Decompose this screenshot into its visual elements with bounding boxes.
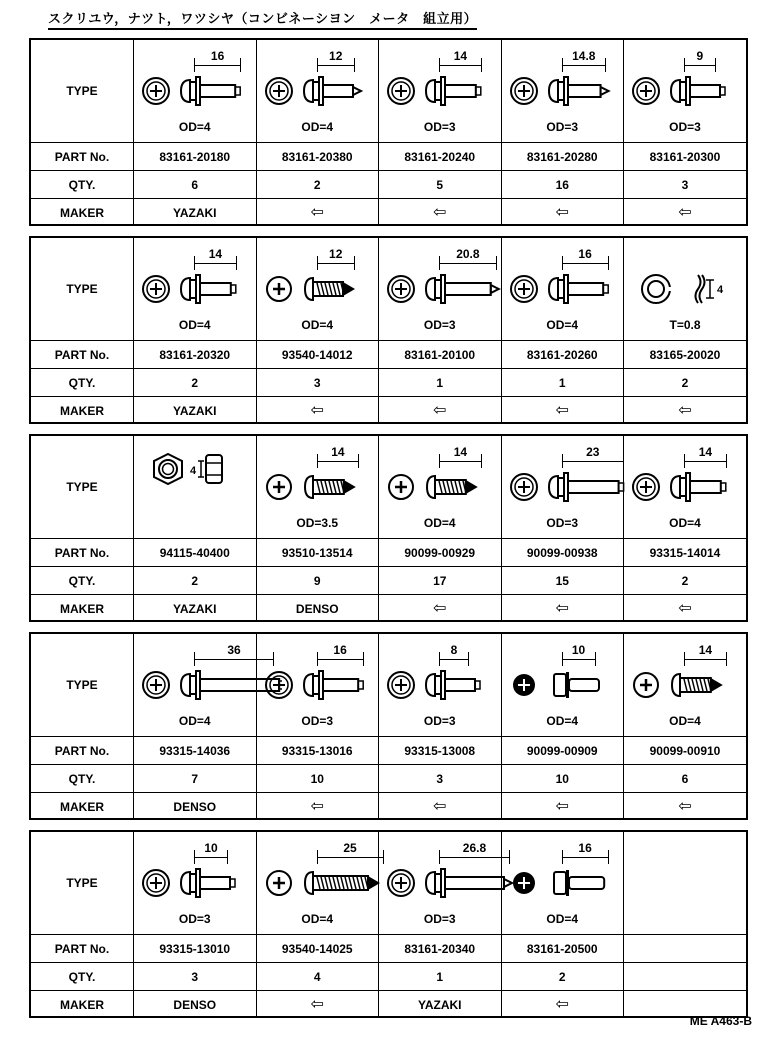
quantity: 16: [501, 171, 624, 199]
parts-table-block: [29, 830, 748, 1018]
length-value: 16: [333, 643, 347, 657]
length-value: 10: [571, 643, 586, 657]
length-dimension: [317, 842, 384, 864]
length-dimension: [194, 248, 237, 270]
quantity: 17: [379, 567, 502, 595]
part-no-label: PART No.: [31, 143, 134, 171]
same-as-left-arrow-icon: ⇦: [256, 397, 379, 425]
same-as-left-arrow-icon: ⇦: [501, 397, 624, 425]
part-number: 83165-20020: [624, 341, 747, 369]
quantity: 5: [379, 171, 502, 199]
length-value: 16: [578, 247, 592, 261]
size-spec: OD=4: [301, 912, 334, 926]
size-spec: OD=4: [669, 714, 701, 728]
length-dimension: [317, 446, 360, 468]
part-number: 90099-00909: [501, 737, 624, 765]
parts-table-block: [29, 236, 748, 424]
part-number: 83161-20180: [134, 143, 257, 171]
quantity: 2: [256, 171, 379, 199]
quantity: 2: [624, 369, 747, 397]
quantity: 9: [256, 567, 379, 595]
type-cell: [134, 40, 257, 143]
part-number: 83161-20300: [624, 143, 747, 171]
screw-washer-icon: [379, 74, 501, 108]
size-spec: OD=3: [423, 120, 456, 134]
part-number: 93315-14036: [134, 737, 257, 765]
quantity: 4: [256, 963, 379, 991]
type-cell: [624, 238, 747, 341]
screw-washer-short-icon: [134, 866, 256, 900]
type-label: TYPE: [31, 40, 134, 143]
length-dimension: [562, 446, 625, 468]
maker-name: DENSO: [134, 991, 257, 1019]
length-dimension: [439, 248, 497, 270]
type-cell: [379, 436, 502, 539]
screw-washer-point-icon: [379, 866, 501, 900]
length-value: 23: [586, 445, 600, 459]
same-as-left-arrow-icon: ⇦: [501, 793, 624, 821]
size-spec: OD=3: [669, 120, 701, 134]
length-value: 10: [204, 841, 218, 855]
length-dimension: [439, 50, 482, 72]
size-spec: OD=3: [178, 912, 211, 926]
quantity: 3: [624, 171, 747, 199]
maker-label: MAKER: [31, 595, 134, 623]
type-cell: [256, 238, 379, 341]
type-cell: [379, 40, 502, 143]
quantity: 2: [501, 963, 624, 991]
same-as-left-arrow-icon: ⇦: [379, 199, 502, 227]
length-dimension: [684, 50, 716, 72]
length-dimension: [562, 50, 607, 72]
part-number: 83161-20320: [134, 341, 257, 369]
part-no-label: PART No.: [31, 341, 134, 369]
screw-washer-icon: [134, 74, 256, 108]
quantity: 10: [501, 765, 624, 793]
part-number: [624, 935, 747, 963]
quantity: 6: [134, 171, 257, 199]
type-label: TYPE: [31, 238, 134, 341]
quantity: 6: [624, 765, 747, 793]
size-spec: OD=3: [301, 714, 334, 728]
length-value: 12: [329, 247, 343, 261]
type-cell: [624, 40, 747, 143]
maker-name: YAZAKI: [134, 397, 257, 425]
type-cell: [501, 436, 624, 539]
part-number: 83161-20380: [256, 143, 379, 171]
part-no-label: PART No.: [31, 539, 134, 567]
part-number: 83161-20100: [379, 341, 502, 369]
screw-washer-short-icon: [624, 74, 746, 108]
maker-name: DENSO: [134, 793, 257, 821]
size-spec: OD=4: [423, 516, 456, 530]
same-as-left-arrow-icon: ⇦: [379, 793, 502, 821]
quantity: 1: [379, 963, 502, 991]
part-no-label: PART No.: [31, 935, 134, 963]
screw-washer-icon: [502, 272, 624, 306]
length-value: 26.8: [462, 841, 487, 855]
length-dimension: [194, 842, 228, 864]
length-value: 20.8: [456, 247, 480, 261]
type-cell: [624, 634, 747, 737]
svg-text:4: 4: [717, 284, 724, 296]
length-value: 16: [578, 841, 592, 855]
part-no-label: PART No.: [31, 737, 134, 765]
size-spec: OD=4: [669, 516, 701, 530]
quantity: [624, 963, 747, 991]
length-dimension: [317, 50, 355, 72]
length-dimension: [562, 248, 609, 270]
type-cell: [501, 832, 624, 935]
maker-name: YAZAKI: [134, 199, 257, 227]
parts-table: [31, 634, 746, 820]
length-dimension: [439, 644, 469, 666]
type-cell: [134, 436, 257, 539]
quantity: 2: [134, 369, 257, 397]
quantity: 3: [379, 765, 502, 793]
type-cell: [379, 634, 502, 737]
part-number: 83161-20500: [501, 935, 624, 963]
spring-washer-icon: [624, 272, 746, 306]
screw-washer-icon: [134, 272, 256, 306]
quantity: 1: [379, 369, 502, 397]
length-value: 14: [698, 445, 713, 459]
part-number: 90099-00938: [501, 539, 624, 567]
size-spec: OD=4: [546, 714, 579, 728]
quantity: 2: [134, 567, 257, 595]
part-number: 94115-40400: [134, 539, 257, 567]
type-cell: [256, 634, 379, 737]
length-dimension: [194, 50, 241, 72]
same-as-left-arrow-icon: ⇦: [501, 991, 624, 1019]
part-number: 83161-20280: [501, 143, 624, 171]
type-label: TYPE: [31, 436, 134, 539]
type-cell: [256, 40, 379, 143]
flange-screw-icon: [502, 668, 624, 702]
type-cell: [134, 238, 257, 341]
maker-name: DENSO: [256, 595, 379, 623]
size-spec: OD=3: [423, 912, 456, 926]
quantity: 7: [134, 765, 257, 793]
quantity: 10: [256, 765, 379, 793]
same-as-left-arrow-icon: ⇦: [379, 595, 502, 623]
part-number: 93315-13008: [379, 737, 502, 765]
length-value: 14: [453, 445, 468, 459]
length-value: 8: [450, 643, 458, 657]
length-value: 9: [696, 49, 704, 63]
size-spec: OD=4: [178, 120, 211, 134]
type-cell: [624, 436, 747, 539]
length-value: 36: [227, 643, 241, 657]
page-title: スクリユウ，ナツト，ワツシヤ（コンビネーシヨン メータ 組立用）: [48, 8, 477, 30]
parts-table-block: [29, 38, 748, 226]
parts-table-block: [29, 632, 748, 820]
qty-label: QTY.: [31, 963, 134, 991]
quantity: 15: [501, 567, 624, 595]
length-value: 12: [329, 49, 343, 63]
length-dimension: [684, 446, 727, 468]
type-cell: [134, 634, 257, 737]
type-cell: [501, 40, 624, 143]
type-cell: [501, 634, 624, 737]
svg-text:4: 4: [190, 465, 197, 477]
same-as-left-arrow-icon: ⇦: [624, 199, 747, 227]
type-cell: [379, 832, 502, 935]
quantity: 2: [624, 567, 747, 595]
size-spec: OD=4: [546, 912, 579, 926]
size-spec: OD=4: [301, 318, 334, 332]
same-as-left-arrow-icon: ⇦: [624, 595, 747, 623]
length-value: 14: [331, 445, 345, 459]
part-number: 93315-13010: [134, 935, 257, 963]
size-spec: OD=4: [301, 120, 334, 134]
tapping-screw-icon: [624, 668, 746, 702]
size-spec: OD=3: [423, 318, 456, 332]
quantity: 1: [501, 369, 624, 397]
length-dimension: [562, 842, 609, 864]
screw-washer-point-icon: [502, 74, 624, 108]
part-number: 93510-13514: [256, 539, 379, 567]
parts-table: [31, 436, 746, 622]
part-number: 83161-20340: [379, 935, 502, 963]
length-dimension: [317, 248, 355, 270]
length-dimension: [562, 644, 596, 666]
tapping-screw-icon: [257, 866, 379, 900]
length-value: 16: [210, 49, 225, 63]
maker-label: MAKER: [31, 793, 134, 821]
screw-washer-short-icon: [379, 668, 501, 702]
size-spec: OD=3: [423, 714, 456, 728]
parts-table: [31, 238, 746, 424]
quantity: 3: [256, 369, 379, 397]
same-as-left-arrow-icon: ⇦: [256, 991, 379, 1019]
size-spec: OD=4: [178, 318, 211, 332]
tapping-screw-icon: [257, 470, 379, 504]
type-cell: [624, 832, 747, 935]
tapping-screw-icon: [257, 272, 379, 306]
part-number: 90099-00929: [379, 539, 502, 567]
size-spec: OD=3.5: [296, 516, 339, 530]
length-dimension: [439, 842, 510, 864]
maker-name: YAZAKI: [379, 991, 502, 1019]
qty-label: QTY.: [31, 567, 134, 595]
length-value: 14: [698, 643, 713, 657]
type-label: TYPE: [31, 634, 134, 737]
parts-table: [31, 832, 746, 1018]
type-cell: [256, 832, 379, 935]
same-as-left-arrow-icon: ⇦: [256, 793, 379, 821]
same-as-left-arrow-icon: ⇦: [379, 397, 502, 425]
size-spec: OD=3: [546, 516, 579, 530]
same-as-left-arrow-icon: ⇦: [256, 199, 379, 227]
length-value: 25: [343, 841, 357, 855]
type-cell: [379, 238, 502, 341]
type-cell: [134, 832, 257, 935]
size-spec: OD=4: [546, 318, 579, 332]
qty-label: QTY.: [31, 369, 134, 397]
length-dimension: [317, 644, 364, 666]
screw-washer-icon: [502, 470, 624, 504]
length-value: 14.8: [572, 49, 596, 63]
maker-name: YAZAKI: [134, 595, 257, 623]
same-as-left-arrow-icon: ⇦: [624, 397, 747, 425]
same-as-left-arrow-icon: ⇦: [501, 595, 624, 623]
qty-label: QTY.: [31, 171, 134, 199]
part-number: 93315-13016: [256, 737, 379, 765]
screw-washer-icon: [134, 668, 256, 702]
maker-label: MAKER: [31, 397, 134, 425]
same-as-left-arrow-icon: ⇦: [501, 199, 624, 227]
part-number: 93315-14014: [624, 539, 747, 567]
same-as-left-arrow-icon: ⇦: [624, 793, 747, 821]
size-spec: OD=4: [178, 714, 211, 728]
qty-label: QTY.: [31, 765, 134, 793]
length-value: 14: [453, 49, 468, 63]
parts-table: [31, 40, 746, 226]
size-spec: OD=3: [546, 120, 579, 134]
screw-washer-icon: [624, 470, 746, 504]
tapping-screw-icon: [379, 470, 501, 504]
part-number: 83161-20240: [379, 143, 502, 171]
quantity: 3: [134, 963, 257, 991]
maker-label: MAKER: [31, 199, 134, 227]
part-number: 90099-00910: [624, 737, 747, 765]
screw-washer-point-icon: [379, 272, 501, 306]
empty-icon: [624, 866, 746, 900]
part-number: 83161-20260: [501, 341, 624, 369]
maker-label: MAKER: [31, 991, 134, 1019]
length-dimension: [684, 644, 727, 666]
part-number: 93540-14012: [256, 341, 379, 369]
type-label: TYPE: [31, 832, 134, 935]
parts-table-block: [29, 434, 748, 622]
part-number: 93540-14025: [256, 935, 379, 963]
type-cell: [501, 238, 624, 341]
screw-washer-point-icon: [257, 74, 379, 108]
length-value: 14: [208, 247, 223, 261]
drawing-code: ME A463-B: [689, 1014, 752, 1028]
screw-washer-icon: [257, 668, 379, 702]
length-dimension: [439, 446, 482, 468]
flange-screw-icon: [502, 866, 624, 900]
type-cell: [256, 436, 379, 539]
hex-nut-icon: [134, 465, 256, 504]
size-spec: T=0.8: [669, 318, 701, 332]
